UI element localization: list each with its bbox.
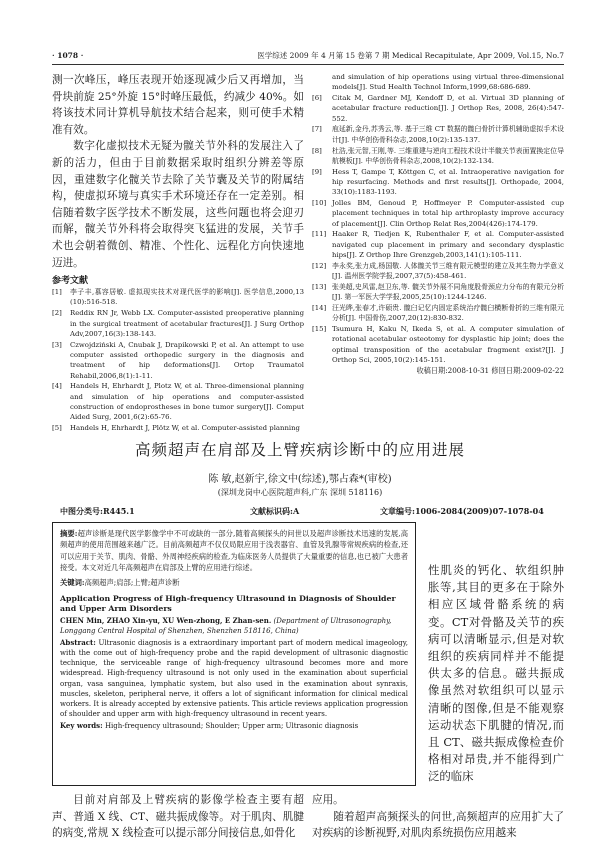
reference-text: Jolles BM, Genoud P, Hoffmeyer P. Computer-assisted cup placement techniques in total hip arthroplasty improve accuracy of placement[J]. Clin Orthop Relat Res,2004(426):174-179. — [332, 199, 564, 228]
chinese-keywords — [60, 577, 408, 588]
english-author-names: CHEN Min, ZHAO Xin-yu, XU Wen-zhong, E Zhan-sen. — [60, 615, 272, 625]
abstract-text: Ultrasonic diagnosis is a extraordinary important part of modern medical imageology, with the come out of high-frequency probe and the rapid development of ultrasonic diagnostic technique, the serviceable range of high-frequency ultrasound becomes more and more widespread. High-frequency ultrasound is not only used in the examination about superficial organ, vasa sanguinea, lymphatic system, but also used in the examination about synraxis, muscles, skeleton, peripheral nerve, it offers a lot of significant information for clinical medical workers. It is already accepted by extensive patients. This article reviews application progression of shoulder and upper arm with high-frequency ultrasound in recent years. — [60, 638, 408, 719]
reference-text: Tsumura H, Kaku N, Ikeda S, et al. A computer simulation of rotational acetabular osteotomy for dysplastic hip joint; does the optimal transposition of the acetabular fragment exist?[J]. J Orthop Sci, 2005,10(2):145-151. — [332, 325, 564, 365]
chinese-abstract — [60, 528, 408, 574]
article-authors: 陈 敏,赵新宇,徐文中(综述),鄂占森*(审校) — [208, 474, 392, 485]
paragraph: 随着超声高频探头的问世,高频超声的应用扩大了对疾病的诊断视野,对肌肉系统损伤应用越来 — [312, 810, 564, 840]
reference-number: [14] — [312, 304, 327, 313]
reference-item — [52, 381, 304, 422]
reference-item — [312, 261, 564, 282]
reference-text: Hess T, Gampe T, Köttgen C, et al. Intraoperative navigation for hip resurfacing. Methods and first results[J]. Orthopade, 2004, 33(10):1183-1193. — [332, 167, 564, 197]
paragraph: 应用。 — [312, 794, 344, 806]
bottom-right-column — [312, 792, 564, 842]
reference-text: 杜浩,张元智,王刚,等. 三维重建与逆向工程技术设计半髋关节表面置换定位导航模板[J]. 中华创伤骨科杂志,2008,10(2):132-134. — [332, 146, 564, 165]
keywords-text: 高频超声;肩部;上臂;超声诊断 — [84, 577, 180, 587]
reference-number: [11] — [312, 230, 327, 239]
article-affiliation: (深圳龙岗中心医院超声科,广东 深圳 518116) — [217, 488, 383, 497]
paragraph: 目前对肩部及上臂疾病的影像学检查主要有超声、普通 X 线、CT、磁共振成像等。对于肌肉、肌腱的病变,常规 X 线检查可以提示部分间接信息,如骨化 — [52, 794, 304, 840]
reference-text: 张美超,史风雷,赵卫东,等. 髋关节外展不同角度股骨颈应力分布的有限元分析[J]. 第一军医大学学报,2005,25(10):1244-1246. — [332, 282, 564, 302]
reference-number: [10] — [312, 199, 327, 208]
reference-text: 庖延新,金丹,苏秀云,等. 基于三维 CT 数据的髋臼骨折计算机辅助虚拟手术设计[J]. 中华创伤骨科杂志,2008,10(2):135-137. — [332, 125, 564, 144]
reference-number: [12] — [312, 261, 327, 270]
reference-number: [6] — [312, 94, 322, 103]
reference-text: and simulation of hip operations using virtual three-dimensional models[J]. Stud Health Technol Inform,1999,68:686-689. — [332, 73, 564, 92]
reference-item — [312, 93, 564, 124]
reference-list — [312, 72, 564, 365]
reference-text: 李子丰,慕容居敏. 虚拟现实技术对现代医学的影响[J]. 医学信息,2000,13 (10):516-518. — [70, 288, 304, 307]
right-column — [312, 72, 564, 376]
received-revised-dates: 收稿日期:2008-10-31 修回日期:2009-02-22 — [416, 366, 564, 376]
abstract-text: 超声诊断是现代医学影像学中不可或缺的一部分,随着高频探头的问世以及超声诊断技术迅速的发展,高频超声的使用范围越来越广泛。目前高频超声不仅仅局限应用于浅表器官、血管及乳腺等常规疾病的检查,还可以应用于关节、肌肉、骨骼、外周神经疾病的检查,为临床医务人员提供了大量重要的信息,也已被广大患者接受。本文对近几年高频超声在肩部及上臂的应用进行综述。 — [60, 529, 408, 573]
reference-text: Reddix RN Jr, Webb LX. Computer-assisted preoperative planning in the surgical treatment of acetabular fractures[J]. J Surg Orthop Adv,2007,16(3):138-143. — [70, 309, 304, 338]
reference-item — [312, 198, 564, 229]
english-title: Application Progress of High-frequency Ultrasound in Diagnosis of Shoulder and Upper Arm Disorders — [60, 593, 396, 614]
reference-text: Citak M, Gardner MJ, Kendoff D, et al. Virtual 3D planning of acetabular fracture reduction[J]. J Orthop Res, 2008, 26(4):547-552. — [332, 94, 564, 123]
reference-list — [52, 287, 304, 433]
reference-item — [312, 324, 564, 365]
reference-item — [312, 303, 564, 324]
keywords-text: High-frequency ultrasound; Shoulder; Upper arm; Ultrasonic diagnosis — [104, 722, 359, 731]
reference-number: [2] — [52, 309, 62, 318]
reference-item — [312, 146, 564, 167]
reference-text: Czwojdziński A, Cnubak J, Drapikowski P, et al. An attempt to use computer assisted orthopedic surgery in the diagnosis and treatment of hip deformations[J]. Ortop Traumatol Rehabil,2006,8(1):1-11. — [70, 340, 304, 380]
abstract-label: 摘要: — [60, 529, 78, 538]
document-code: 文献标识码:A — [250, 506, 300, 516]
reference-number: [15] — [312, 325, 327, 334]
reference-item — [312, 229, 564, 260]
reference-item — [52, 287, 304, 308]
page-number: · 1078 · — [52, 51, 84, 60]
article-title: 高频超声在肩部及上臂疾病诊断中的应用进展 — [134, 441, 465, 459]
article-number: 文章编号:1006-2084(2009)07-1078-04 — [380, 506, 544, 516]
reference-text: 李永奖,张力成,杨国敬. 人体髋关节三维有限元模型的建立及其生物力学意义[J]. 温州医学院学报,2007,37(5):458-461. — [332, 261, 564, 281]
reference-number: [13] — [312, 282, 327, 291]
paragraph: 性肌炎的钙化、软组织肿胀等,其目的更多在于除外相应区域骨骼系统的病变。CT对骨骼及关节的疾病可以清晰显示,但是对软组织的疾病同样并不能提供太多的信息。磁共振成像虽然对软组织可以显示清晰的图像,但是不能观察运动状态下肌腱的情况,而且 CT、磁共振成像检查价格相对昂贵,并不能得到广泛的临床 — [428, 563, 564, 784]
reference-item — [312, 124, 564, 145]
reference-text: Handels H, Ehrhardt J, Plötz W, et al. Computer-assisted planning — [70, 423, 300, 432]
reference-text: Handels H, Ehrhardt J, Plotz W, et al. Three-dimensional planning and simulation of hip operations and computer-assisted construction of endoprostheses in bone tumor surgery[J]. Comput Aided Surg, 2001,6(2):65-76. — [70, 382, 304, 422]
reference-item — [52, 423, 304, 433]
keywords-label: 关键词: — [60, 577, 85, 587]
english-affiliation: (Department of Ultrasonography, Longgang Central Hospital of Shenzhen, Shenzhen 518116, China) — [60, 616, 392, 635]
clc-number: 中图分类号:R445.1 — [60, 506, 135, 516]
abstract-box — [52, 522, 416, 786]
keywords-label: Key words: — [60, 721, 103, 731]
reference-number: [7] — [312, 125, 322, 134]
bottom-left-column — [52, 792, 304, 842]
reference-number: [4] — [52, 382, 62, 391]
english-authors — [60, 616, 408, 636]
journal-info: 医学综述 2009 年 4 月第 15 卷第 7 期 Medical Recapitulate, Apr 2009, Vol.15, No.7 — [257, 51, 564, 60]
reference-item — [52, 308, 304, 339]
reference-text: Haaker R, Tiedjen K, Rubenthaler F, et al. Computer-assisted navigated cup placement in primary and secondary dysplastic hips[J]. Z Orthop Ihre Grenzgeb,2003,141(1):105-111. — [332, 230, 564, 260]
reference-item — [312, 282, 564, 303]
reference-number: [1] — [52, 288, 62, 297]
reference-item — [52, 340, 304, 381]
reference-number: [5] — [52, 423, 62, 432]
running-header — [52, 50, 564, 65]
side-column — [428, 562, 564, 786]
reference-item — [312, 72, 564, 93]
reference-number: [3] — [52, 340, 62, 349]
reference-text: 汪光晔,张春才,许硕贵. 髋臼记忆内固定系统治疗髋臼横断骨折的三维有限元分析[J]. 中国骨伤,2007,20(12):830-832. — [332, 304, 564, 323]
english-keywords — [60, 721, 408, 731]
paragraph: 数字化虚拟技术无疑为髋关节外科的发展注入了新的活力，但由于目前数据采取时组织分辨差等原因，重建数字化髋关节去除了关节囊及关节的附属结构，使虚拟环境与真实手术环境还存在一定差别。相信随着数字医学技术不断发展，这些问题也将会迎刃而解，髋关节外科将会取得突飞猛进的发展，关节手术也会朝着微创、精准、个性化、远程化方向快速地迈进。 — [52, 140, 304, 269]
left-column — [52, 72, 304, 434]
reference-item — [312, 167, 564, 198]
abstract-label: Abstract: — [60, 637, 96, 647]
reference-number: [8] — [312, 146, 322, 155]
english-abstract — [60, 638, 408, 720]
references-heading: 参考文献 — [52, 276, 89, 287]
paragraph: 测一次峰压，峰压表现开始逐现减少后又再增加，当骨块前旋 25°外旋 15°时峰压最低，约减少 40%。如将该技术同计算机导航技术结合起来，则可使手术精准有效。 — [52, 74, 304, 136]
reference-number: [9] — [312, 167, 322, 176]
